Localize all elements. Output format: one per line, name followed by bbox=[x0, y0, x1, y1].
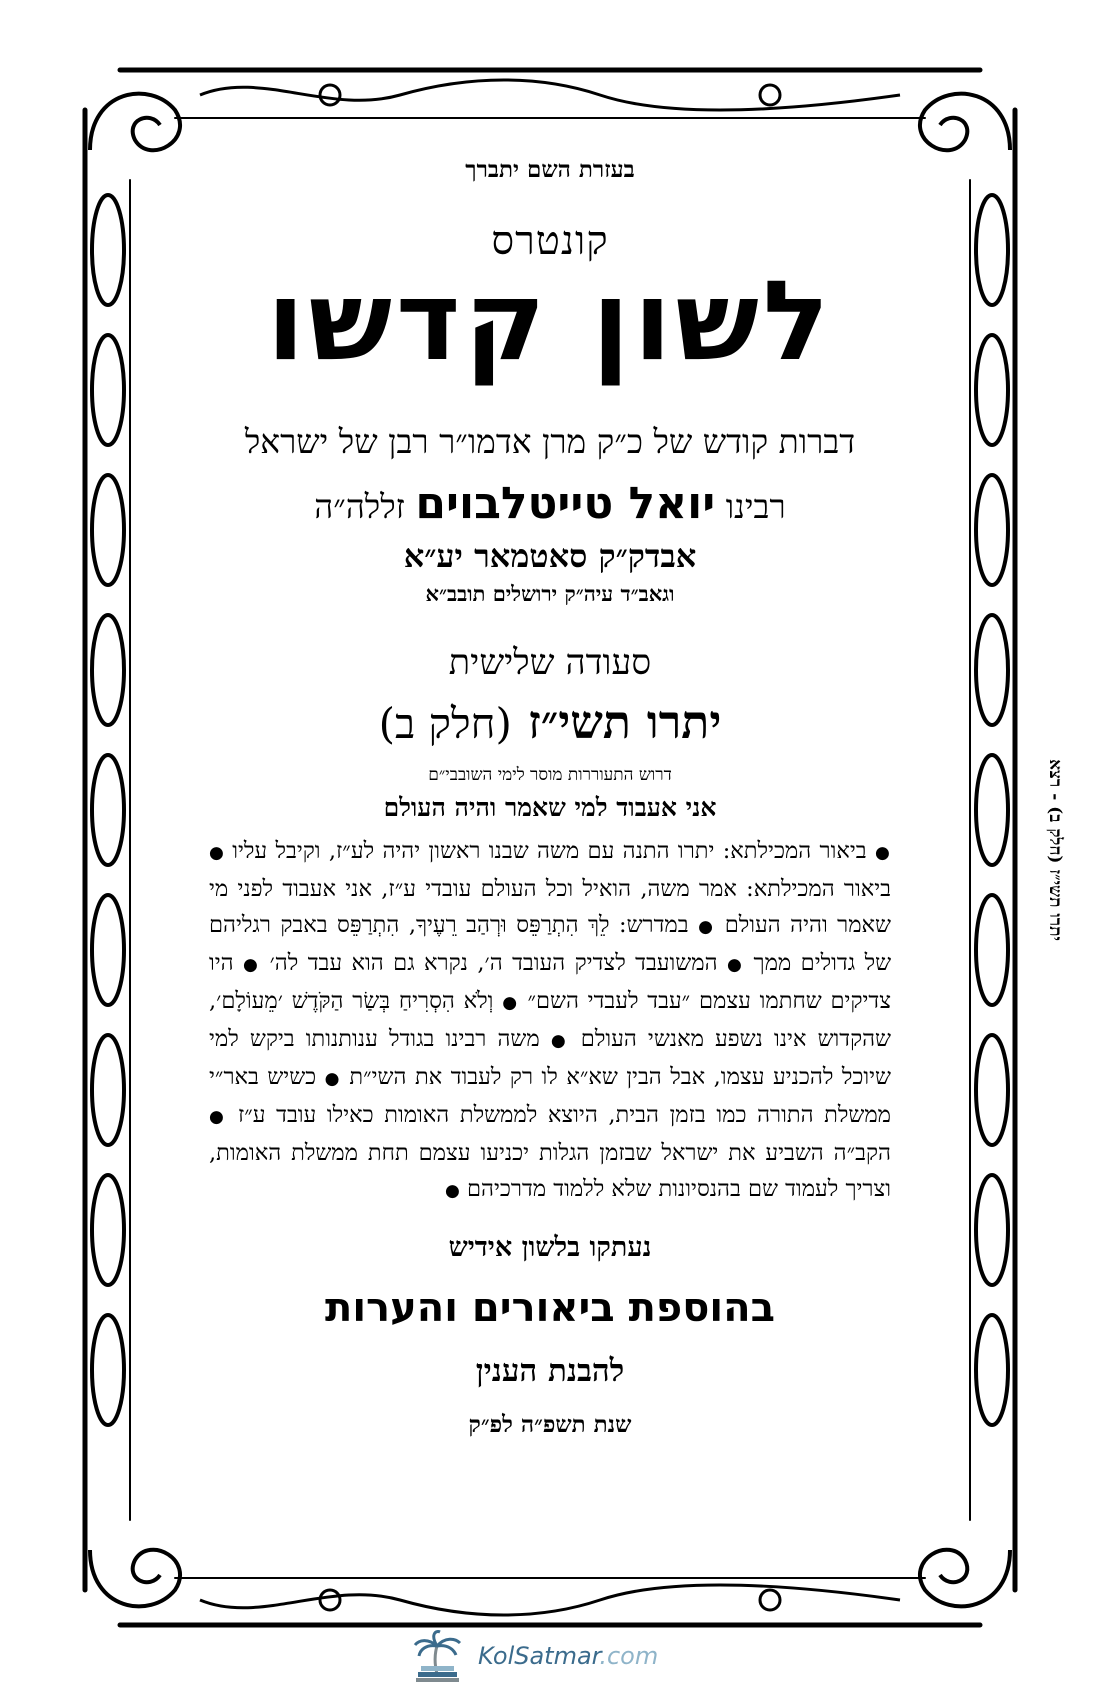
logo-tld: .com bbox=[599, 1642, 659, 1670]
palm-tree-books-icon bbox=[410, 1630, 465, 1685]
parsha-line bbox=[205, 695, 895, 749]
summary-item: במדרש: לֵךְ הִתְרַפֵּס וּרְהַב רֵעֶיךָ, הִתְרַפֵּס באבק רגליהם של גדולים ממך bbox=[209, 912, 892, 976]
rabbi-line bbox=[205, 478, 895, 529]
additions-line: בהוספת ביאורים והערות bbox=[325, 1284, 775, 1331]
gaavad-line: וגאב״ד עיה״ק ירושלים תובב״א bbox=[425, 581, 675, 606]
parsha-name: יתרו תשי״ז bbox=[527, 695, 722, 749]
avdak-line: אבדק״ק סאטמאר יע״א bbox=[403, 537, 697, 575]
drush-line: דרוש התעוררות מוסר לימי השובבי״ם bbox=[428, 765, 672, 785]
summary-item: המשועבד לצדיק העובד ה׳, נקרא גם הוא עבד לה׳ bbox=[269, 950, 718, 976]
rabbi-prefix: רבינו bbox=[725, 487, 786, 526]
rabbi-suffix: זללה״ה bbox=[314, 487, 405, 526]
summary-item: היו צדיקים שחתמו עצמם ״עבד לעבדי השם״ bbox=[209, 950, 891, 1014]
summary-paragraph bbox=[205, 833, 895, 1209]
bullet-icon: ● bbox=[243, 955, 261, 975]
title-page-content bbox=[205, 148, 895, 1438]
divrei-kodesh-line: דברות קודש של כ״ק מרן אדמו״ר רבן של ישראל bbox=[244, 422, 856, 461]
logo-text[interactable] bbox=[478, 1642, 658, 1670]
book-title: לשון קדשו bbox=[266, 257, 834, 385]
bullet-icon: ● bbox=[502, 993, 519, 1013]
summary-item: הקב״ה השביע את ישראל שבזמן הגלות יכניעו עצמם תחת ממשלת האומות, וצריך לעמוד שם בהנסיונות שלא ללמוד מדרכיהם bbox=[209, 1140, 891, 1202]
summary-item: וְלֹא הִסְרִיחַ בְּשַׂר הַקֹּדֶשׁ ׳מֵעוֹלָם׳, שהקדוש אינו נשפע מאנשי העולם bbox=[209, 988, 891, 1052]
translation-note: נעתקו בלשון אידיש bbox=[448, 1231, 652, 1263]
rabbi-name: יואל טייטלבוים bbox=[415, 478, 716, 529]
logo-brand: KolSatmar bbox=[478, 1642, 600, 1670]
kolsatmar-logo[interactable] bbox=[410, 1630, 700, 1685]
summary-item: ביאור המכילתא: יתרו התנה עם משה שבנו ראשון יהיה לע״ז, וקיבל עליו bbox=[232, 838, 867, 864]
ani-eved-line: אני אעבוד למי שאמר והיה העולם bbox=[383, 793, 717, 822]
bullet-icon: ● bbox=[324, 1069, 341, 1089]
bullet-icon: ● bbox=[698, 917, 716, 937]
seuda-line: סעודה שלישית bbox=[448, 643, 652, 683]
summary-item: משה רבינו בגודל ענותנותו ביקש למי שיוכל להכניע עצמו, אבל הבין שא״א לו רק לעבוד את השי״ת bbox=[209, 1026, 891, 1090]
understanding-line: להבנת הענין bbox=[475, 1352, 625, 1389]
bullet-icon: ● bbox=[209, 1107, 228, 1127]
bullet-icon: ● bbox=[726, 955, 745, 975]
bullet-icon: ● bbox=[550, 1031, 570, 1051]
bullet-icon: ● bbox=[445, 1181, 460, 1201]
bullet-icon: ● bbox=[209, 843, 224, 863]
year-line: שנת תשפ״ה לפ״ק bbox=[468, 1410, 632, 1438]
summary-item: ביאור המכילתא: אמר משה, הואיל וכל העולם עובדי ע״ז, אני אעבוד לפני מי שאמר והיה העולם bbox=[209, 876, 891, 938]
summary-item: כשיש באר״י ממשלת התורה כמו בזמן הבית, היוצא לממשלת האומות כאילו עובד ע״ז bbox=[209, 1064, 891, 1128]
bullet-icon: ● bbox=[874, 843, 892, 863]
kuntres-label: קונטרס bbox=[491, 218, 609, 264]
part-label: (חלק ב) bbox=[378, 699, 512, 748]
blessing-line: בעזרת השם יתברך bbox=[465, 156, 635, 183]
side-running-head: יתרו תשי״ז (חלק ב) - רצא bbox=[1045, 759, 1065, 941]
